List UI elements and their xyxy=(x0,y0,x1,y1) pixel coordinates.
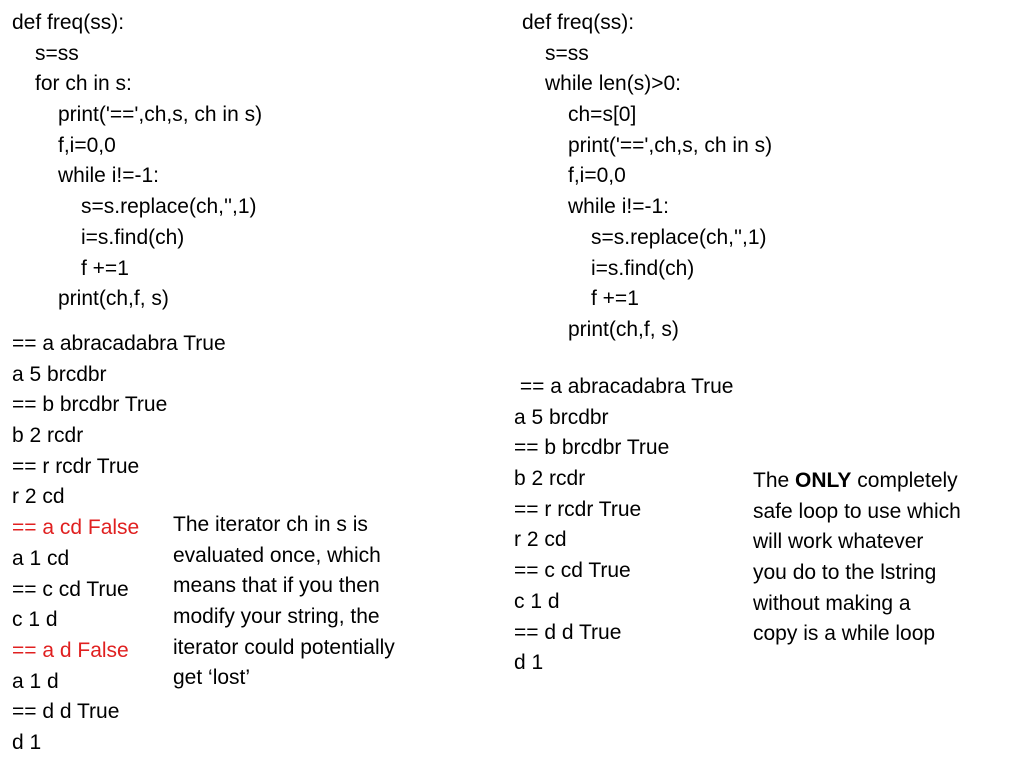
code-line: print('==',ch,s, ch in s) xyxy=(568,133,773,157)
note-line xyxy=(753,466,961,497)
left-code-block xyxy=(12,8,262,315)
code-line: print(ch,f, s) xyxy=(568,317,679,341)
output-line: b 2 rcdr xyxy=(12,424,84,448)
output-line: == d d True xyxy=(514,620,622,644)
output-line: == c cd True xyxy=(514,559,631,583)
note-line: safe loop to use which xyxy=(753,499,961,523)
code-line: f +=1 xyxy=(81,256,129,280)
output-line: == b brcdbr True xyxy=(12,393,168,417)
note-line: modify your string, the xyxy=(173,605,380,629)
output-line: == r rcdr True xyxy=(12,454,140,478)
code-line: ch=s[0] xyxy=(568,103,637,127)
note-line: get ‘lost’ xyxy=(173,666,251,690)
output-line: == a abracadabra True xyxy=(514,375,734,398)
code-line: while len(s)>0: xyxy=(545,72,681,96)
right-explanation-note xyxy=(753,466,961,650)
code-line: s=ss xyxy=(35,41,79,65)
output-line: c 1 d xyxy=(514,589,560,613)
note-line: without making a xyxy=(753,591,911,615)
note-line: evaluated once, which xyxy=(173,543,381,567)
output-line: == r rcdr True xyxy=(514,497,642,521)
output-line: a 1 cd xyxy=(12,546,70,570)
code-line: f,i=0,0 xyxy=(568,164,626,188)
code-line: while i!=-1: xyxy=(568,195,669,219)
note-line: will work whatever xyxy=(753,530,924,554)
code-line: print(ch,f, s) xyxy=(58,287,169,311)
note-text: The xyxy=(753,469,796,492)
note-line: means that if you then xyxy=(173,574,380,598)
code-line: f,i=0,0 xyxy=(58,133,116,157)
code-line: for ch in s: xyxy=(35,72,132,96)
output-line: == c cd True xyxy=(12,577,129,601)
output-line: c 1 d xyxy=(12,608,58,632)
note-line: copy is a while loop xyxy=(753,622,936,646)
code-line: i=s.find(ch) xyxy=(81,225,185,249)
output-line-highlight: == a d False xyxy=(12,638,129,662)
output-line: d 1 xyxy=(514,651,544,675)
code-line: s=ss xyxy=(545,41,589,65)
code-line: print('==',ch,s, ch in s) xyxy=(58,103,263,127)
code-line: i=s.find(ch) xyxy=(591,256,695,280)
code-line: while i!=-1: xyxy=(58,164,159,188)
right-output-block xyxy=(514,372,734,679)
output-line: r 2 cd xyxy=(12,485,65,509)
output-line: a 5 brcdbr xyxy=(12,362,107,386)
output-line: == b brcdbr True xyxy=(514,436,670,460)
output-line-highlight: == a cd False xyxy=(12,516,140,540)
code-line: def freq(ss): xyxy=(12,11,125,34)
output-line: == a abracadabra True xyxy=(12,332,226,355)
output-line: == d d True xyxy=(12,700,120,724)
code-line: f +=1 xyxy=(591,287,639,311)
note-text: completely xyxy=(851,469,958,492)
output-line: a 1 d xyxy=(12,669,59,693)
output-line: d 1 xyxy=(12,730,42,754)
code-line: s=s.replace(ch,'',1) xyxy=(591,225,767,249)
output-line: a 5 brcdbr xyxy=(514,405,609,429)
note-emphasis: ONLY xyxy=(795,469,852,492)
right-code-block xyxy=(522,8,772,346)
note-line: iterator could potentially xyxy=(173,635,395,659)
left-explanation-note xyxy=(173,510,395,694)
output-line: r 2 cd xyxy=(514,528,567,552)
code-line: def freq(ss): xyxy=(522,11,635,34)
output-line: b 2 rcdr xyxy=(514,467,586,491)
code-line: s=s.replace(ch,'',1) xyxy=(81,195,257,219)
note-line: you do to the lstring xyxy=(753,561,937,585)
note-line: The iterator ch in s is xyxy=(173,513,368,536)
